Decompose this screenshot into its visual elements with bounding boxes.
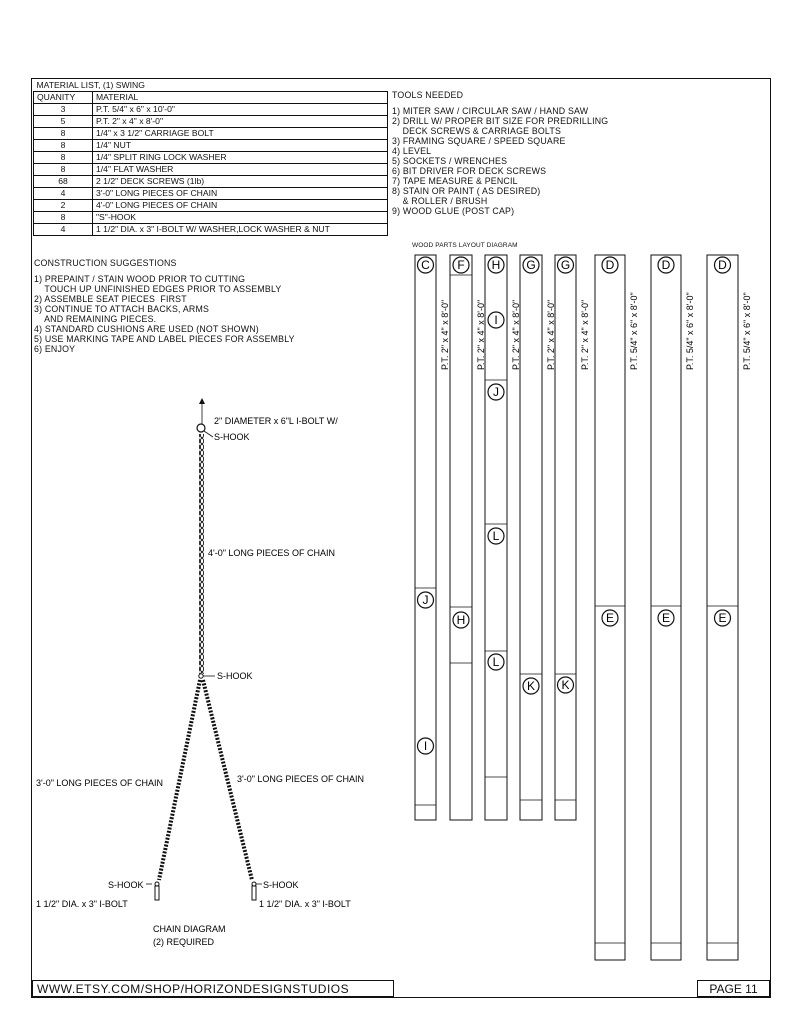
material-cell: "S"-HOOK <box>93 212 388 224</box>
left-bolt-label: 1 1/2" DIA. x 3" I-BOLT <box>36 899 128 909</box>
board-size-label: P.T. 2" x 4" x 8'-0" <box>546 299 556 370</box>
construction-item: 5) USE MARKING TAPE AND LABEL PIECES FOR ASSEMBLY <box>34 334 295 344</box>
material-cell: 1 1/2" DIA. x 3" I-BOLT W/ WASHER,LOCK WASHER & NUT <box>93 224 388 236</box>
construction-item: 4) STANDARD CUSHIONS ARE USED (NOT SHOWN) <box>34 324 259 334</box>
material-cell: 2 1/2" DECK SCREWS (1lb) <box>93 176 388 188</box>
material-cell: P.T. 5/4" x 6" x 10'-0" <box>93 104 388 116</box>
right-chain-label: 3'-0" LONG PIECES OF CHAIN <box>237 774 364 784</box>
shop-url: WWW.ETSY.COM/SHOP/HORIZONDESIGNSTUDIOS <box>32 980 394 997</box>
part-letter: I <box>423 739 428 753</box>
quantity-header: QUANITY <box>34 92 93 104</box>
top-hook-label: S-HOOK <box>214 432 250 442</box>
tool-item: 1) MITER SAW / CIRCULAR SAW / HAND SAW <box>392 106 589 116</box>
chain-caption: CHAIN DIAGRAM <box>153 924 226 934</box>
material-cell: 1/4" NUT <box>93 140 388 152</box>
quantity-cell: 68 <box>34 176 93 188</box>
tool-item: 2) DRILL W/ PROPER BIT SIZE FOR PREDRILLING <box>392 116 609 126</box>
quantity-cell: 8 <box>34 128 93 140</box>
board-size-label: P.T. 2" x 4" x 8'-0" <box>476 299 486 370</box>
material-header: MATERIAL <box>93 92 388 104</box>
quantity-cell: 4 <box>34 188 93 200</box>
part-letter: H <box>491 258 501 272</box>
part-letter: J <box>493 385 499 399</box>
part-letter: K <box>561 678 570 692</box>
left-hook-label: S-HOOK <box>108 880 144 890</box>
tool-item: DECK SCREWS & CARRIAGE BOLTS <box>392 126 562 136</box>
quantity-cell: 8 <box>34 212 93 224</box>
tool-item: 3) FRAMING SQUARE / SPEED SQUARE <box>392 136 566 146</box>
tool-item: 4) LEVEL <box>392 146 432 156</box>
material-cell: 3'-0" LONG PIECES OF CHAIN <box>93 188 388 200</box>
part-letter: E <box>661 611 671 625</box>
tool-item: & ROLLER / BRUSH <box>392 196 488 206</box>
tool-item: 9) WOOD GLUE (POST CAP) <box>392 206 515 216</box>
board-5 <box>555 255 576 820</box>
left-chain-label: 3'-0" LONG PIECES OF CHAIN <box>36 778 163 788</box>
part-letter: F <box>457 258 465 272</box>
board-size-label: P.T. 2" x 4" x 8'-0" <box>440 299 450 370</box>
part-letter: L <box>492 529 500 543</box>
construction-item: 2) ASSEMBLE SEAT PIECES FIRST <box>34 294 187 304</box>
board-2 <box>450 255 472 820</box>
part-letter: E <box>718 611 727 625</box>
material-cell: 4'-0" LONG PIECES OF CHAIN <box>93 200 388 212</box>
part-letter: D <box>661 258 671 272</box>
board-size-label: P.T. 2" x 4" x 8'-0" <box>580 299 590 370</box>
long-chain-label: 4'-0" LONG PIECES OF CHAIN <box>208 548 335 558</box>
tool-item: 5) SOCKETS / WRENCHES <box>392 156 508 166</box>
top-bolt-label: 2" DIAMETER x 6"L I-BOLT W/ <box>214 416 338 426</box>
quantity-cell: 8 <box>34 152 93 164</box>
page-number: PAGE 11 <box>697 980 770 997</box>
board-4 <box>520 255 542 820</box>
quantity-cell: 8 <box>34 164 93 176</box>
part-letter: I <box>494 313 498 327</box>
board-7 <box>651 255 681 960</box>
tool-item: 8) STAIN OR PAINT ( AS DESIRED) <box>392 186 541 196</box>
board-8 <box>707 255 738 960</box>
material-cell: 1/4" FLAT WASHER <box>93 164 388 176</box>
quantity-cell: 5 <box>34 116 93 128</box>
quantity-cell: 4 <box>34 224 93 236</box>
construction-item: 6) ENJOY <box>34 344 76 354</box>
part-letter: J <box>422 593 429 607</box>
part-letter: G <box>560 258 571 272</box>
quantity-cell: 8 <box>34 140 93 152</box>
material-list-title: MATERIAL LIST, (1) SWING <box>34 80 388 92</box>
material-cell: 1/4" x 3 1/2" CARRIAGE BOLT <box>93 128 388 140</box>
part-letter: H <box>456 613 466 627</box>
construction-item: AND REMAINING PIECES. <box>34 314 157 324</box>
part-letter: D <box>605 258 615 272</box>
part-letter: E <box>605 611 615 625</box>
mid-hook-label: S-HOOK <box>217 671 253 681</box>
construction-title: CONSTRUCTION SUGGESTIONS <box>34 258 177 268</box>
wood-layout-title: WOOD PARTS LAYOUT DIAGRAM <box>412 242 518 249</box>
quantity-cell: 2 <box>34 200 93 212</box>
chain-caption-count: (2) REQUIRED <box>153 937 215 947</box>
tools-title: TOOLS NEEDED <box>392 90 464 100</box>
material-cell: P.T. 2" x 4" x 8'-0" <box>93 116 388 128</box>
board-6 <box>595 255 625 960</box>
part-letter: D <box>718 258 727 272</box>
part-letter: C <box>421 258 430 272</box>
board-1 <box>415 255 436 820</box>
material-cell: 1/4" SPLIT RING LOCK WASHER <box>93 152 388 164</box>
construction-item: TOUCH UP UNFINISHED EDGES PRIOR TO ASSEMBLY <box>34 284 282 294</box>
part-letter: G <box>526 258 536 272</box>
board-size-label: P.T. 2" x 4" x 8'-0" <box>511 299 521 370</box>
part-letter: K <box>526 679 536 693</box>
board-size-label: P.T. 5/4" x 6" x 8'-0" <box>685 292 695 370</box>
board-size-label: P.T. 5/4" x 6" x 8'-0" <box>742 292 752 370</box>
quantity-cell: 3 <box>34 104 93 116</box>
part-letter: L <box>492 655 500 669</box>
right-bolt-label: 1 1/2" DIA. x 3" I-BOLT <box>259 899 351 909</box>
board-size-label: P.T. 5/4" x 6" x 8'-0" <box>629 292 639 370</box>
tool-item: 7) TAPE MEASURE & PENCIL <box>392 176 518 186</box>
construction-item: 3) CONTINUE TO ATTACH BACKS, ARMS <box>34 304 210 314</box>
right-hook-label: S-HOOK <box>263 880 299 890</box>
construction-item: 1) PREPAINT / STAIN WOOD PRIOR TO CUTTING <box>34 274 246 284</box>
tool-item: 6) BIT DRIVER FOR DECK SCREWS <box>392 166 547 176</box>
